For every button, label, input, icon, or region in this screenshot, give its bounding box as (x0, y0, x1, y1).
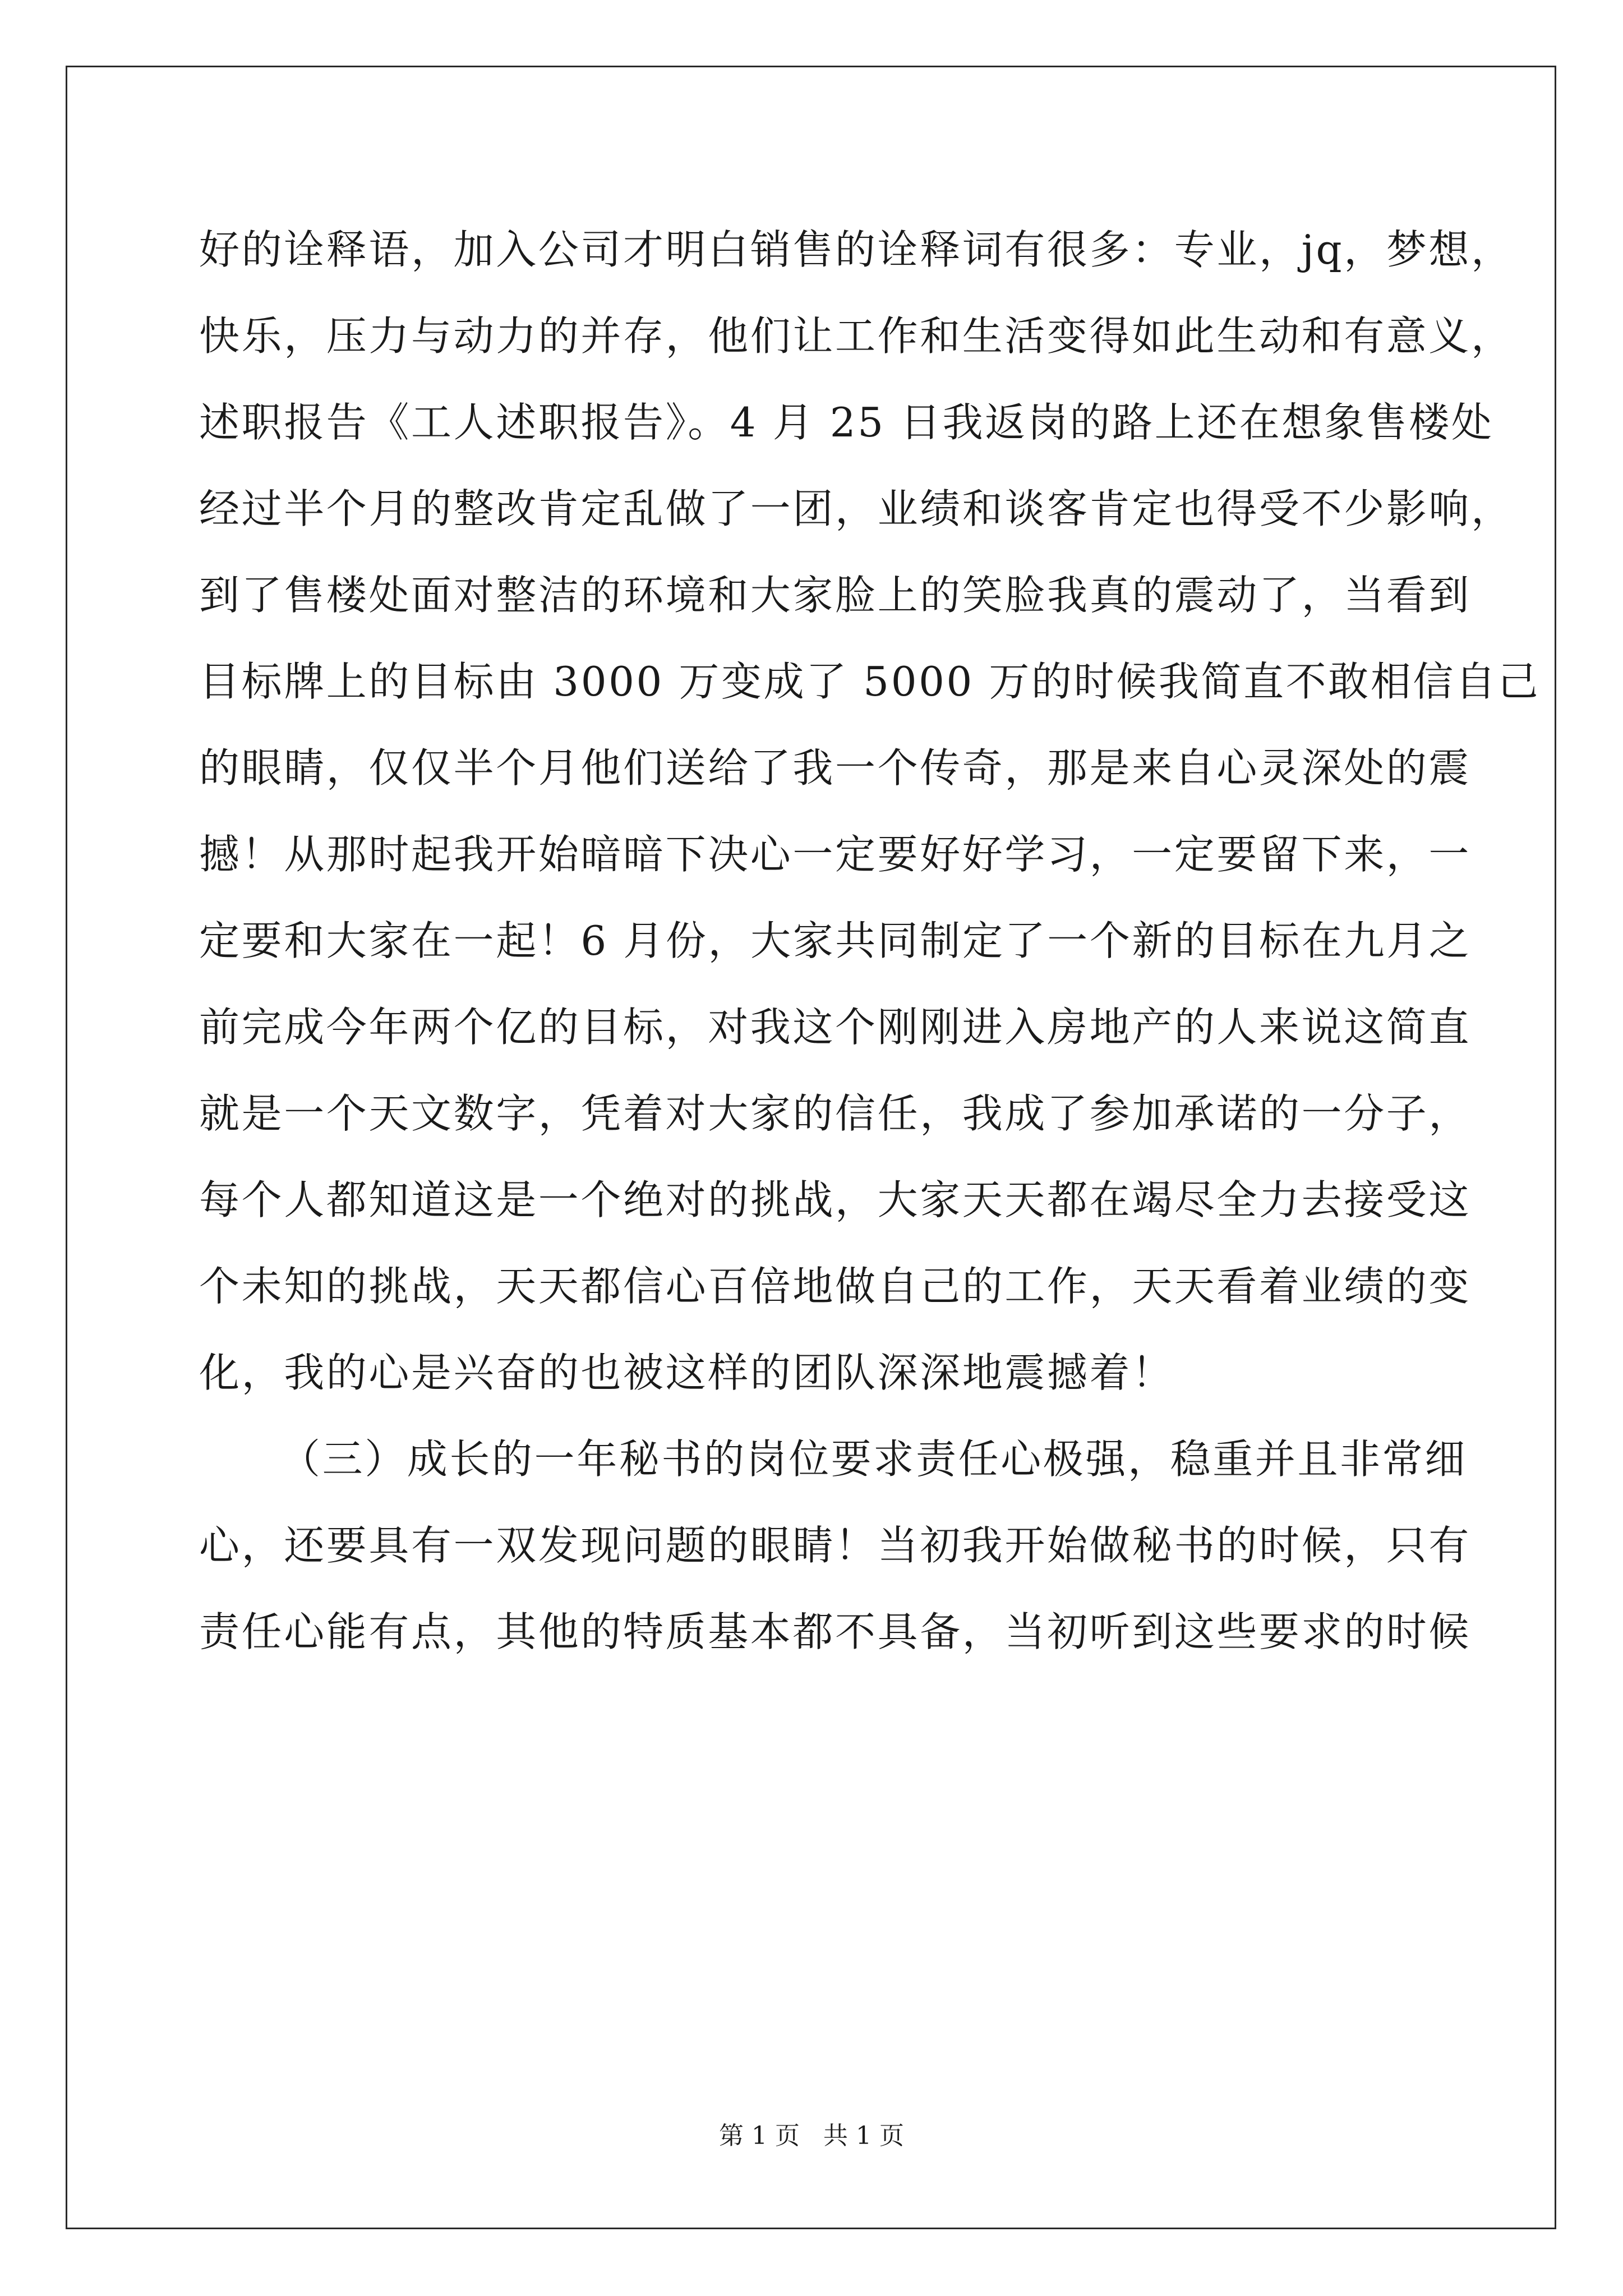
text-line: 经过半个月的整改肯定乱做了一团，业绩和谈客肯定也得受不少影响， (199, 485, 1514, 532)
text-line: 个未知的挑战，天天都信心百倍地做自己的工作，天天看着业绩的变 (199, 1263, 1472, 1310)
text-line: 心，还要具有一双发现问题的眼睛！当初我开始做秘书的时候，只有 (199, 1522, 1472, 1569)
text-line: 快乐，压力与动力的并存，他们让工作和生活变得如此生动和有意义， (199, 312, 1514, 360)
text-line: 撼！从那时起我开始暗暗下决心一定要好好学习，一定要留下来，一 (199, 831, 1472, 878)
text-line: 定要和大家在一起！6 月份，大家共同制定了一个新的目标在九月之 (199, 917, 1472, 964)
text-line: 的眼睛，仅仅半个月他们送给了我一个传奇，那是来自心灵深处的震 (199, 744, 1472, 792)
text-line: 目标牌上的目标由 3000 万变成了 5000 万的时候我简直不敢相信自己 (199, 658, 1541, 705)
text-line: 责任心能有点，其他的特质基本都不具备，当初听到这些要求的时候 (199, 1608, 1472, 1655)
page-number-footer: 第 1 页 共 1 页 (719, 2122, 904, 2150)
text-line: 每个人都知道这是一个绝对的挑战，大家天天都在竭尽全力去接受这 (199, 1176, 1472, 1223)
text-line: 前完成今年两个亿的目标，对我这个刚刚进入房地产的人来说这简直 (199, 1004, 1472, 1051)
text-line: 就是一个天文数字，凭着对大家的信任，我成了参加承诺的一分子， (199, 1090, 1472, 1137)
document-body (199, 206, 1541, 1675)
text-line: 好的诠释语，加入公司才明白销售的诠释词有很多：专业，jq，梦想， (199, 226, 1514, 273)
text-line: 化，我的心是兴奋的也被这样的团队深深地震撼着！ (199, 1349, 1174, 1396)
text-line: 述职报告《工人述职报告》。4 月 25 日我返岗的路上还在想象售楼处 (199, 399, 1494, 446)
paragraph-start-line: （三）成长的一年秘书的岗位要求责任心极强，稳重并且非常细 (280, 1435, 1467, 1483)
text-line: 到了售楼处面对整洁的环境和大家脸上的笑脸我真的震动了，当看到 (199, 572, 1472, 619)
